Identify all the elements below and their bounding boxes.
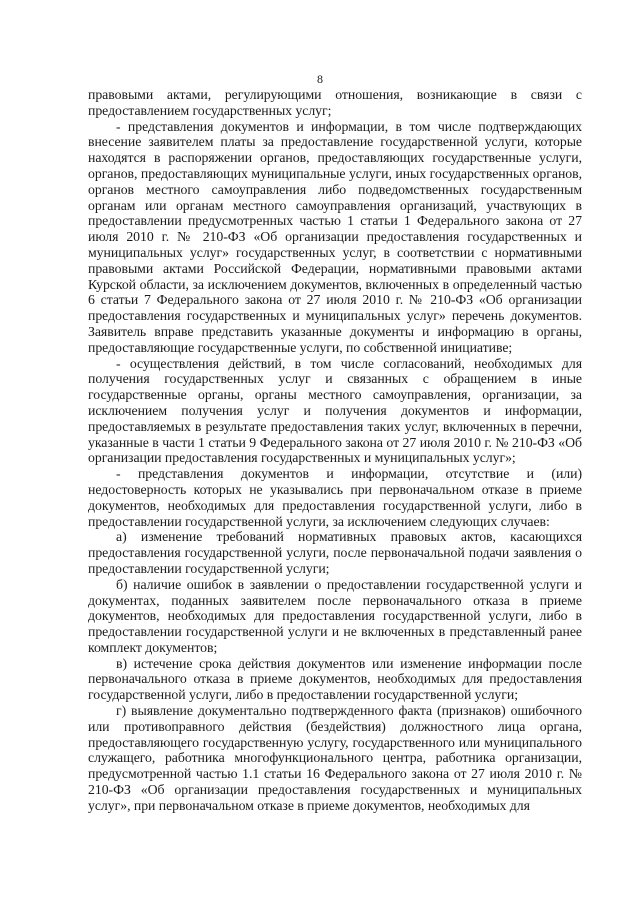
list-item-v: в) истечение срока действия документов или изменение информации после первоначального отказа в приеме документов, необходимых для предоставления государственной услуги, либо в предоставлении государственной услуги;: [88, 655, 582, 703]
list-item-a: а) изменение требований нормативных правовых актов, касающихся предоставления государственной услуги, после первоначальной подачи заявления о предоставлении государственной услуги;: [88, 529, 582, 576]
paragraph-actions-approvals: - осуществления действий, в том числе согласований, необходимых для получения государственных услуг и связанных с обращением в иные государственные органы, органы местного самоуправления, организации, за исключением получения услуг и получения документов и информации, предоставляемых в результате предоставления таких услуг, включенных в перечни, указанные в части 1 статьи 9 Федерального закона от 27 июля 2010 г. № 210-ФЗ «Об организации предоставления государственных и муниципальных услуг»;: [88, 355, 582, 466]
list-item-b: б) наличие ошибок в заявлении о предоставлении государственной услуги и документах, поданных заявителем после первоначального отказа в приеме документов, необходимых для предоставления государственной услуги, либо в предоставлении государственной услуги и не включенных в представленный ранее комплект документов;: [88, 576, 582, 655]
paragraph-missing-documents: - представления документов и информации, отсутствие и (или) недостоверность которых не указывались при первоначальном отказе в приеме документов, необходимых для предоставления государственной услуги, либо в предоставлении государственной услуги, за исключением следующих случаев:: [88, 466, 582, 529]
document-body: [88, 87, 582, 814]
page-number: 8: [317, 72, 323, 86]
paragraph-documents-information: - представления документов и информации, в том числе подтверждающих внесение заявителем платы за предоставление государственной услуги, которые находятся в распоряжении органов, предоставляющих государственные услуги, органов, предоставляющих муниципальные услуги, иных государственных органов, органов местного самоуправления либо подведомственных государственным органам или органам местного самоуправления организаций, участвующих в предоставлении предусмотренных частью 1 статьи 1 Федерального закона от 27 июля 2010 г. № 210-ФЗ «Об организации предоставления государственных и муниципальных услуг» государственных услуг, в соответствии с нормативными правовыми актами Российской Федерации, нормативными правовыми актами Курской области, за исключением документов, включенных в определенный частью 6 статьи 7 Федерального закона от 27 июля 2010 г. № 210-ФЗ «Об организации предоставления государственных и муниципальных услуг» перечень документов. Заявитель вправе представить указанные документы и информацию в органы, предоставляющие государственные услуги, по собственной инициативе;: [88, 118, 582, 355]
paragraph-continuation: правовыми актами, регулирующими отношения, возникающие в связи с предоставлением государственных услуг;: [88, 87, 582, 118]
list-item-g: г) выявление документально подтвержденного факта (признаков) ошибочного или противоправного действия (бездействия) должностного лица органа, предоставляющего государственную услугу, государственного или муниципального служащего, работника многофункционального центра, работника организации, предусмотренной частью 1.1 статьи 16 Федерального закона от 27 июля 2010 г. № 210-ФЗ «Об организации предоставления государственных и муниципальных услуг», при первоначальном отказе в приеме документов, необходимых для: [88, 703, 582, 813]
